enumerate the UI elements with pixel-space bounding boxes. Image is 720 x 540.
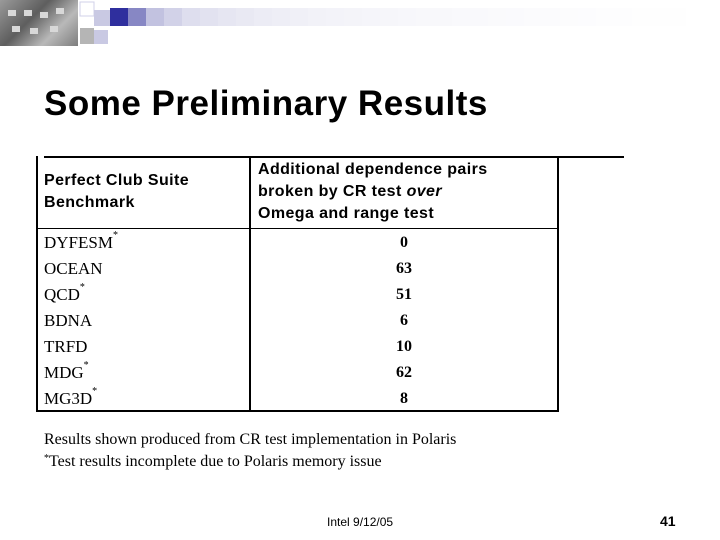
results-note: Results shown produced from CR test implementation in Polaris	[44, 431, 457, 448]
pairs-header-line2-prefix: broken by CR test	[258, 183, 407, 200]
pairs-header-emphasis: over	[406, 183, 442, 200]
table-right-border	[557, 156, 559, 412]
table-left-border	[36, 156, 38, 412]
benchmark-name: OCEAN	[44, 259, 103, 278]
footnote-marker: *	[44, 453, 49, 464]
incomplete-marker: *	[112, 230, 118, 241]
pairs-header-line3: Omega and range test	[258, 205, 435, 222]
benchmark-header-line1: Perfect Club Suite	[44, 172, 190, 189]
pairs-value: 0	[400, 234, 408, 251]
benchmark-header-line2: Benchmark	[44, 194, 135, 211]
incomplete-marker: *	[79, 282, 85, 293]
table-header-divider	[36, 228, 559, 229]
page-number: 41	[660, 513, 676, 529]
benchmark-name: MG3D*	[44, 386, 98, 408]
benchmark-name: QCD*	[44, 282, 85, 304]
incomplete-marker: *	[92, 386, 98, 397]
pairs-value: 8	[400, 390, 408, 407]
dependence-pairs-column-header	[258, 159, 488, 225]
header-square-strip	[0, 0, 720, 50]
pairs-header-line1: Additional dependence pairs	[258, 161, 488, 178]
benchmark-name: BDNA	[44, 311, 93, 330]
pairs-value: 6	[400, 312, 408, 329]
incomplete-marker: *	[83, 360, 89, 371]
pairs-value: 10	[396, 338, 412, 355]
pairs-value: 62	[396, 364, 412, 381]
benchmark-name: TRFD	[44, 337, 88, 356]
table-column-divider	[249, 156, 251, 412]
slide-footer: Intel 9/12/05	[327, 515, 394, 529]
benchmark-column-header	[44, 170, 189, 214]
benchmark-name: DYFESM*	[44, 230, 118, 252]
benchmark-name: MDG*	[44, 360, 89, 382]
pairs-header-line2	[258, 181, 488, 203]
slide-title: Some Preliminary Results	[44, 84, 488, 123]
incomplete-footnote: *Test results incomplete due to Polaris memory issue	[44, 453, 382, 470]
table-top-rule	[44, 156, 624, 158]
table-bottom-rule	[36, 410, 559, 412]
pairs-value: 63	[396, 260, 412, 277]
pairs-value: 51	[396, 286, 412, 303]
